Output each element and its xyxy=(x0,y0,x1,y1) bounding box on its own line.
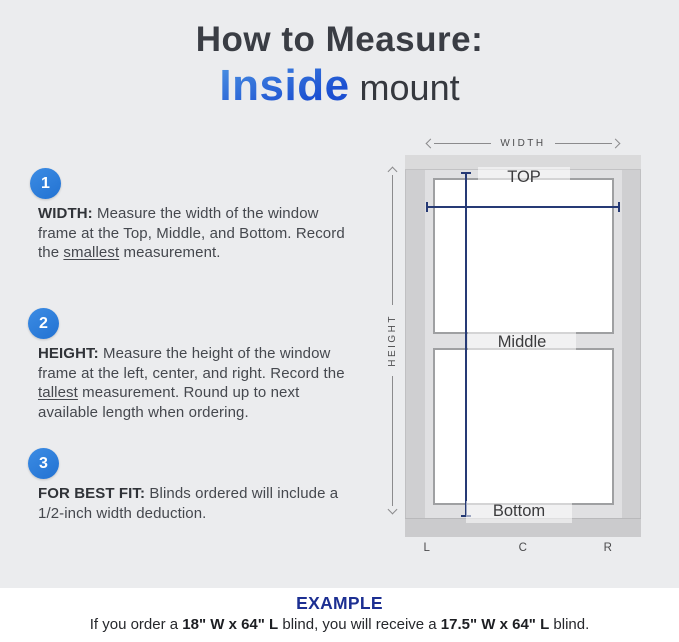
example-section xyxy=(0,588,679,642)
width-arrow-label: WIDTH xyxy=(500,137,546,149)
step-1-body-end: measurement. xyxy=(119,244,221,261)
label-bottom: Bottom xyxy=(466,501,572,523)
step-2-number: 2 xyxy=(39,314,48,332)
step-3-body: Blinds ordered will include a 1/2-inch width deduction. xyxy=(38,485,339,522)
example-heading: EXAMPLE xyxy=(296,593,383,613)
step-1-underlined-word: smallest xyxy=(63,244,120,261)
arrow-line xyxy=(555,143,612,144)
arrow-right-icon xyxy=(611,138,621,148)
arrow-line xyxy=(392,376,393,506)
example-text: blind. xyxy=(549,616,590,633)
window-pane-upper xyxy=(433,178,614,334)
arrow-up-icon xyxy=(387,167,397,177)
title-rest-mount: mount xyxy=(359,67,460,109)
step-2-label: HEIGHT: xyxy=(38,345,99,362)
title-accent-inside: Inside xyxy=(219,61,350,111)
example-body xyxy=(0,616,679,633)
example-text: If you order a xyxy=(89,616,183,633)
example-text: blind, you will receive a xyxy=(278,616,441,633)
marker-left: L xyxy=(423,542,431,554)
example-order-size: 18" W x 64" L xyxy=(182,616,279,633)
height-measure-line xyxy=(465,172,467,517)
arrow-line xyxy=(434,143,491,144)
step-2-body: Measure the height of the window frame at the left, center, and right. Record the xyxy=(38,345,345,382)
step-2-underlined-word: tallest xyxy=(38,384,78,401)
marker-right: R xyxy=(603,542,613,554)
arrow-line xyxy=(392,175,393,305)
window-pane-lower xyxy=(433,348,614,505)
width-dimension-arrow xyxy=(427,137,619,149)
label-middle: Middle xyxy=(468,332,576,354)
marker-center: C xyxy=(518,542,528,554)
example-receive-size: 17.5" W x 64" L xyxy=(440,616,550,633)
step-3-number: 3 xyxy=(39,454,48,472)
step-1-body: Measure the width of the window frame at the Top, Middle, and Bottom. Record the xyxy=(38,205,345,261)
step-2-body-end: measurement. Round up to next available length when ordering. xyxy=(38,384,300,421)
title-line1: How to Measure: xyxy=(195,20,484,59)
step-1-number: 1 xyxy=(41,174,50,192)
arrow-left-icon xyxy=(426,138,436,148)
step-1-label: WIDTH: xyxy=(38,205,93,222)
arrow-down-icon xyxy=(387,505,397,515)
label-top: TOP xyxy=(478,167,570,189)
height-arrow-label: HEIGHT xyxy=(386,314,398,367)
height-dimension-arrow xyxy=(386,168,398,513)
step-3-label: FOR BEST FIT: xyxy=(38,485,146,502)
width-measure-line xyxy=(426,206,620,208)
